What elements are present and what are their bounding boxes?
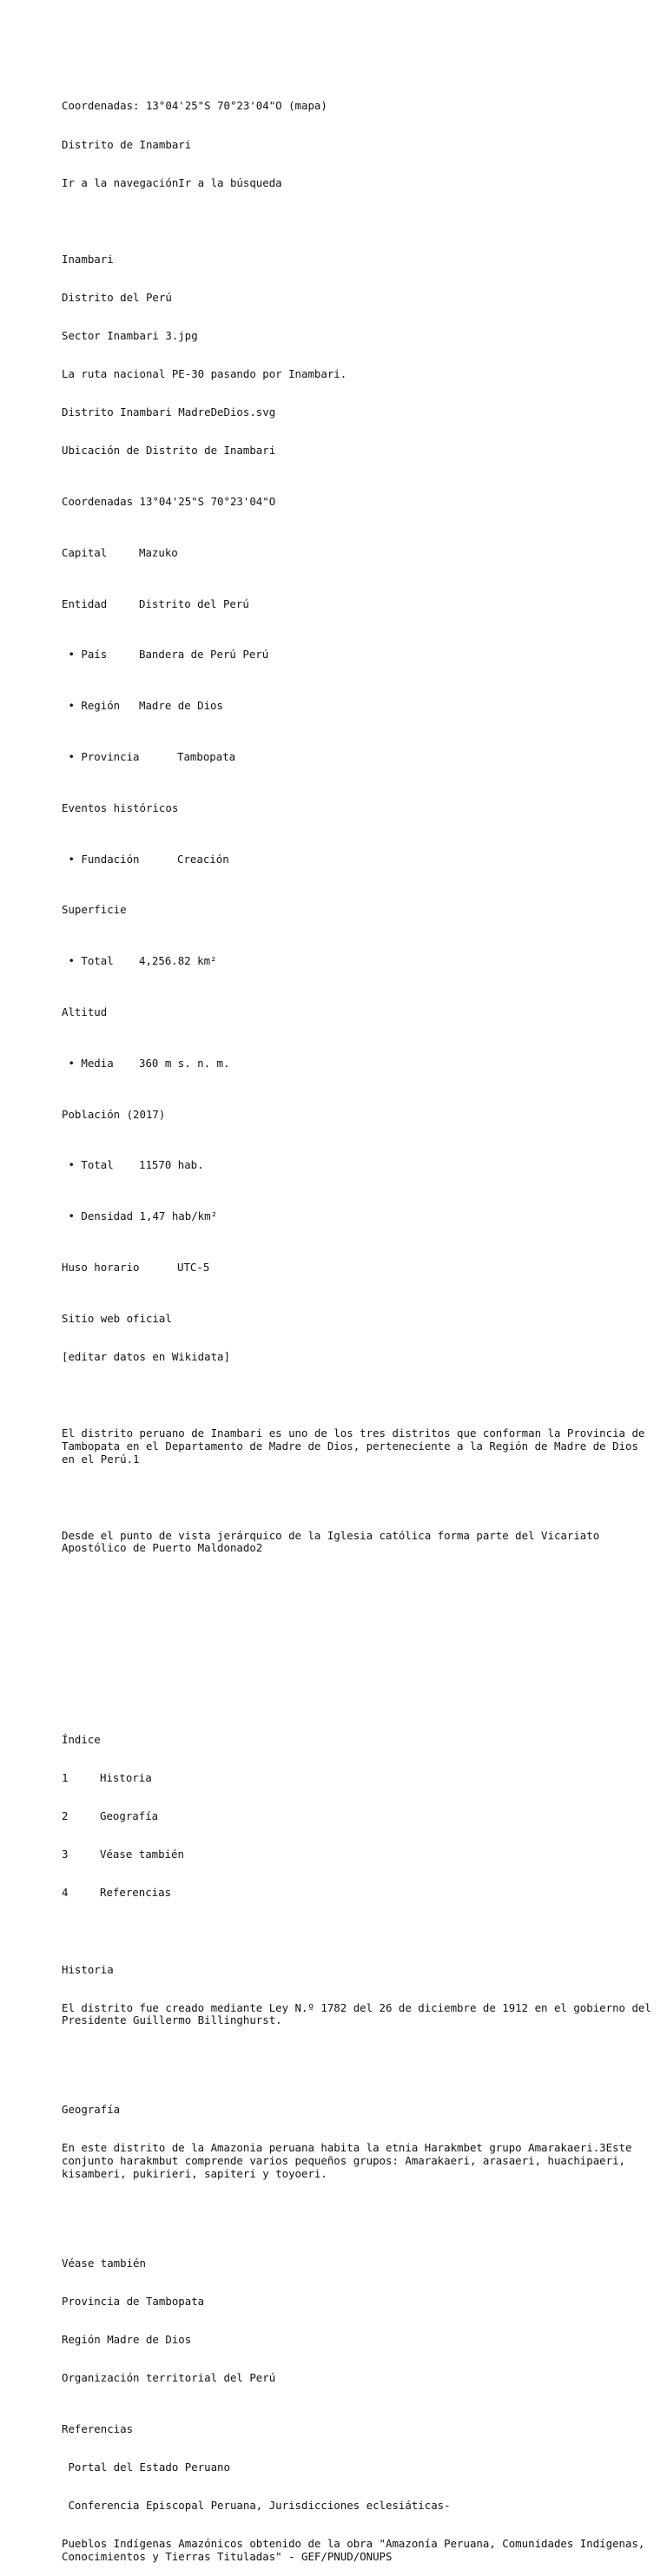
infobox-row-huso [62, 1262, 652, 1275]
infobox-row-coordenadas [62, 496, 652, 509]
infobox-row-entidad [62, 598, 652, 611]
field-label: Huso horario [62, 1261, 140, 1275]
table-of-contents [62, 1709, 652, 1926]
field-value: 360 m s. n. m. [139, 1056, 230, 1070]
field-label: Capital [62, 545, 108, 559]
field-value[interactable]: Mazuko [139, 545, 178, 559]
section-heading-geografia: Geografía [62, 2103, 121, 2117]
infobox-row-eventos: Eventos históricos [62, 800, 179, 814]
field-label: • Total [62, 1158, 114, 1172]
field-label: • Media [62, 1056, 114, 1070]
infobox-subtitle: Distrito del Perú [62, 290, 172, 304]
field-value[interactable]: UTC-5 [177, 1261, 210, 1275]
toc-item-historia[interactable] [62, 1772, 652, 1785]
section-heading-vease: Véase también [62, 2256, 146, 2270]
toc-title: Índice [62, 1732, 101, 1746]
article-document [62, 75, 652, 2576]
spacer [62, 1657, 652, 1670]
field-value[interactable]: Creación [177, 852, 229, 866]
toc-number: 1 [62, 1771, 69, 1785]
skip-links[interactable]: Ir a la navegaciónIr a la búsqueda [62, 175, 282, 189]
reference-item[interactable]: Pueblos Indígenas Amazónicos obtenido de la obra "Amazonía Peruana, Comunidades Indígenas, Conocimientos y Tierras Tituladas" - GEF/PNUD/ONUPS [62, 2536, 645, 2563]
see-also-link[interactable]: Región Madre de Dios [62, 2332, 192, 2346]
reference-item[interactable]: Conferencia Episcopal Peruana, Jurisdicciones eclesiáticas- [62, 2498, 451, 2512]
infobox-row-capital [62, 547, 652, 560]
field-label: • Densidad [62, 1209, 134, 1223]
infobox-row-fundacion [62, 853, 652, 866]
toc-label[interactable]: Geografía [100, 1809, 159, 1823]
field-label: • Total [62, 954, 114, 968]
infobox-map-file[interactable]: Distrito Inambari MadreDeDios.svg [62, 405, 276, 419]
infobox-image-file[interactable]: Sector Inambari 3.jpg [62, 328, 198, 342]
field-label: Coordenadas [62, 495, 134, 509]
infobox-image-caption: La ruta nacional PE-30 pasando por Inambari. [62, 367, 347, 381]
geografia-paragraph: En este distrito de la Amazonia peruana habita la etnia Harakmbet grupo Amarakaeri.3Este conjunto harakmbut comprende varios pequeños grupos: Amarakaeri, arasaeri, huachipaeri, kisamberi, pukirieri, sapiteri y toyoeri. [62, 2141, 632, 2180]
field-label: • País [62, 648, 108, 662]
field-value[interactable]: 13°04'25"S 70°23'04"O [139, 495, 276, 509]
official-website-link[interactable]: Sitio web oficial [62, 1311, 172, 1325]
coordinates-header[interactable]: Coordenadas: 13°04'25"S 70°23'04"O (mapa) [62, 99, 327, 113]
toc-number: 4 [62, 1886, 69, 1900]
toc-item-vease[interactable] [62, 1848, 652, 1861]
section-heading-referencias: Referencias [62, 2421, 134, 2435]
infobox-row-poblacion: Población (2017) [62, 1107, 166, 1121]
historia-paragraph: El distrito fue creado mediante Ley N.º 1782 del 26 de diciembre de 1912 en el gobierno del Presidente Guillermo Billinghurst. [62, 2000, 651, 2027]
infobox-row-altitud: Altitud [62, 1005, 108, 1019]
spacer [62, 1581, 652, 1594]
infobox-row-pais [62, 649, 652, 662]
infobox [62, 227, 652, 1389]
spacer [62, 1492, 652, 1505]
section-heading-historia: Historia [62, 1962, 114, 1976]
toc-number: 2 [62, 1809, 69, 1823]
infobox-row-densidad [62, 1210, 652, 1223]
spacer [62, 2052, 652, 2065]
see-also-link[interactable]: Provincia de Tambopata [62, 2294, 205, 2308]
infobox-name: Inambari [62, 252, 114, 266]
field-label: • Fundación [62, 852, 140, 866]
see-also-link[interactable]: Organización territorial del Perú [62, 2370, 276, 2384]
toc-item-geografia[interactable] [62, 1810, 652, 1823]
field-value: 4,256.82 km² [139, 954, 217, 968]
field-label: • Provincia [62, 750, 140, 764]
infobox-row-superficie-total [62, 955, 652, 968]
field-value: 1,47 hab/km² [139, 1209, 218, 1223]
reference-item[interactable]: Portal del Estado Peruano [62, 2460, 230, 2474]
intro-paragraph: El distrito peruano de Inambari es uno de los tres distritos que conforman la Provincia de Tambopata en el Departamento de Madre de Dios, perteneciente a la Región de Madre de Dios en el Perú.1 [62, 1426, 645, 1466]
toc-label[interactable]: Referencias [100, 1886, 172, 1900]
spacer [62, 2206, 652, 2219]
intro-paragraph-2: Desde el punto de vista jerárquico de la Iglesia católica forma parte del Vicariato Apostólico de Puerto Maldonado2 [62, 1528, 600, 1555]
field-value[interactable]: Distrito del Perú [139, 596, 249, 610]
toc-label[interactable]: Historia [100, 1771, 152, 1785]
edit-wikidata-link[interactable]: [editar datos en Wikidata] [62, 1349, 230, 1363]
infobox-map-caption: Ubicación de Distrito de Inambari [62, 444, 276, 458]
field-value[interactable]: Madre de Dios [139, 699, 223, 713]
toc-label[interactable]: Véase también [100, 1848, 184, 1861]
spacer [62, 1619, 652, 1632]
field-value: 11570 hab. [139, 1158, 204, 1172]
infobox-row-region [62, 700, 652, 713]
infobox-row-altitud-media [62, 1057, 652, 1071]
infobox-row-poblacion-total [62, 1159, 652, 1172]
infobox-row-provincia [62, 751, 652, 764]
page-title: Distrito de Inambari [62, 137, 192, 151]
field-value[interactable]: Tambopata [177, 750, 236, 764]
infobox-row-superficie: Superficie [62, 903, 127, 917]
field-value[interactable]: Bandera de Perú Perú [139, 648, 269, 662]
toc-item-referencias[interactable] [62, 1887, 652, 1900]
toc-number: 3 [62, 1848, 69, 1861]
field-label: Entidad [62, 596, 108, 610]
field-label: • Región [62, 699, 121, 713]
